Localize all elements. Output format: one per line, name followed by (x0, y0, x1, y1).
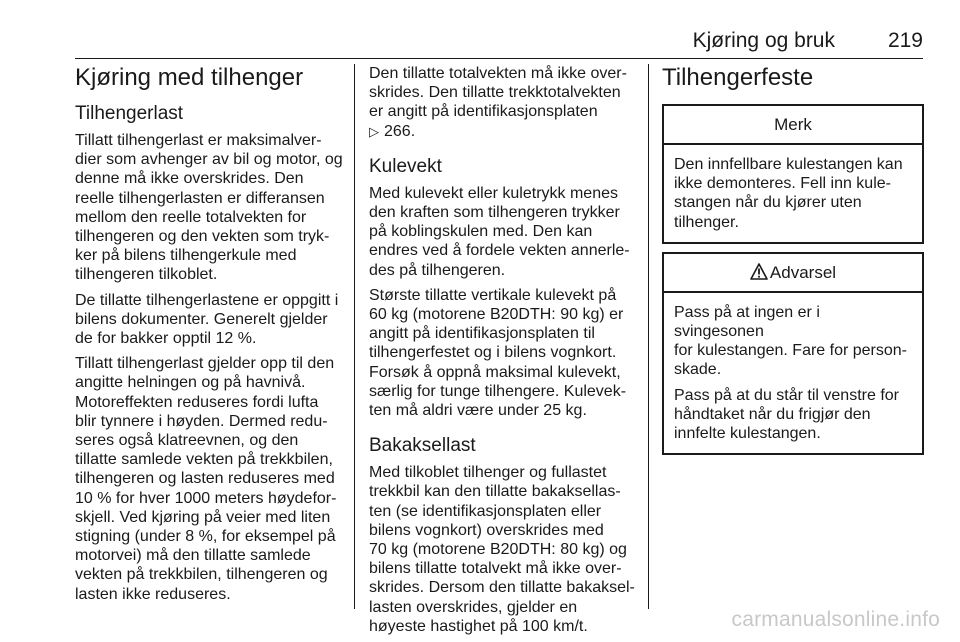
paragraph: Tillatt tilhengerlast er maksimalver- dier som avhenger av bil og motor, og denne må ikke overskrides. Den reelle tilhengerlasten er differansen mellom den reelle totalvekten for tilhengeren og den vekten som tryk- ker på bilens tilhengerkule med tilhengeren tilkoblet. (75, 132, 343, 284)
paragraph: Tillatt tilhengerlast gjelder opp til den angitte helningen og på havnivå. Motoreffekten reduseres fordi lufta blir tynnere i høyden. Dermed redu- seres også klatreevnen, og den tillatte samlede vekten på trekkbilen, tilhengeren og lasten reduseres med 10 % for hver 1000 meters høydefor- skjell. Ved kjøring på veier med liten stigning (under 8 %, for eksempel på motorvei) må den tillatte samlede vekten på trekkbilen, tilhengeren og lasten ikke reduseres. (75, 355, 337, 603)
chapter-title: Tilhengerfeste (662, 64, 814, 91)
section-heading-kulevekt: Kulevekt (369, 155, 442, 177)
warning-text: Pass på at ingen er i svingesonen for kulestangen. Fare for person- skade. (674, 303, 908, 379)
warning-box (662, 252, 924, 455)
note-title: Merk (664, 106, 922, 145)
column-divider (648, 64, 649, 609)
page-header (75, 28, 923, 59)
column-right (662, 64, 924, 463)
watermark: carmanualsonline.info (731, 608, 940, 631)
note-text: Den innfellbare kulestangen kan ikke demonteres. Fell inn kule- stangen når du kjører uten tilhenger. (674, 156, 903, 231)
section-title: Kjøring og bruk (692, 29, 835, 52)
page-number: 219 (887, 29, 923, 52)
chapter-title: Kjøring med tilhenger (75, 64, 304, 91)
section-heading-tilhengerlast: Tilhengerlast (75, 103, 184, 124)
column-left (75, 64, 343, 610)
warning-header (664, 254, 922, 293)
paragraph (369, 64, 637, 141)
column-divider (354, 64, 355, 609)
section-heading-bakaksellast: Bakaksellast (369, 435, 476, 457)
column-middle (369, 64, 637, 642)
page-reference[interactable]: 266. (384, 122, 416, 140)
paragraph: Med kulevekt eller kuletrykk menes den kraften som tilhengeren trykker på koblingskulen med. Den kan endres ved å fordele vekten annerle- des på tilhengeren. (369, 184, 630, 279)
paragraph: Med tilkoblet tilhenger og fullastet trekkbil kan den tillatte bakaksellas- ten (se identifikasjonsplaten eller bilens vognkort) overskrides med 70 kg (motorene B20DTH: 80 kg) og bilens tillatte totalvekt må ikke over- skrides. Dersom den tillatte bakaksel- lasten overskrides, gjelder en høyeste hastighet på 100 km/t. (369, 464, 635, 635)
warning-triangle-icon (750, 263, 768, 280)
page-reference-icon: ▷ (369, 123, 379, 139)
warning-text: Pass på at du står til venstre for håndtaket når du frigjør den innfelte kulestangen. (674, 386, 899, 443)
paragraph-text: Den tillatte totalvekten må ikke over- skrides. Den tillatte trekktotalvekten er angitt på identifikasjonsplaten (369, 65, 627, 121)
warning-title: Advarsel (769, 262, 837, 282)
paragraph: Største tillatte vertikale kulevekt på 60 kg (motorene B20DTH: 90 kg) er angitt på identifikasjonsplaten til tilhengerfestet og i bilens vognkort. Forsøk å oppnå maksimal kulevekt, særlig for tunge tilhengere. Kulevek- ten må aldri være under 25 kg. (369, 286, 627, 420)
note-box (662, 104, 924, 244)
paragraph: De tillatte tilhengerlastene er oppgitt i bilens dokumenter. Generelt gjelder de for bakker opptil 12 %. (75, 291, 339, 348)
